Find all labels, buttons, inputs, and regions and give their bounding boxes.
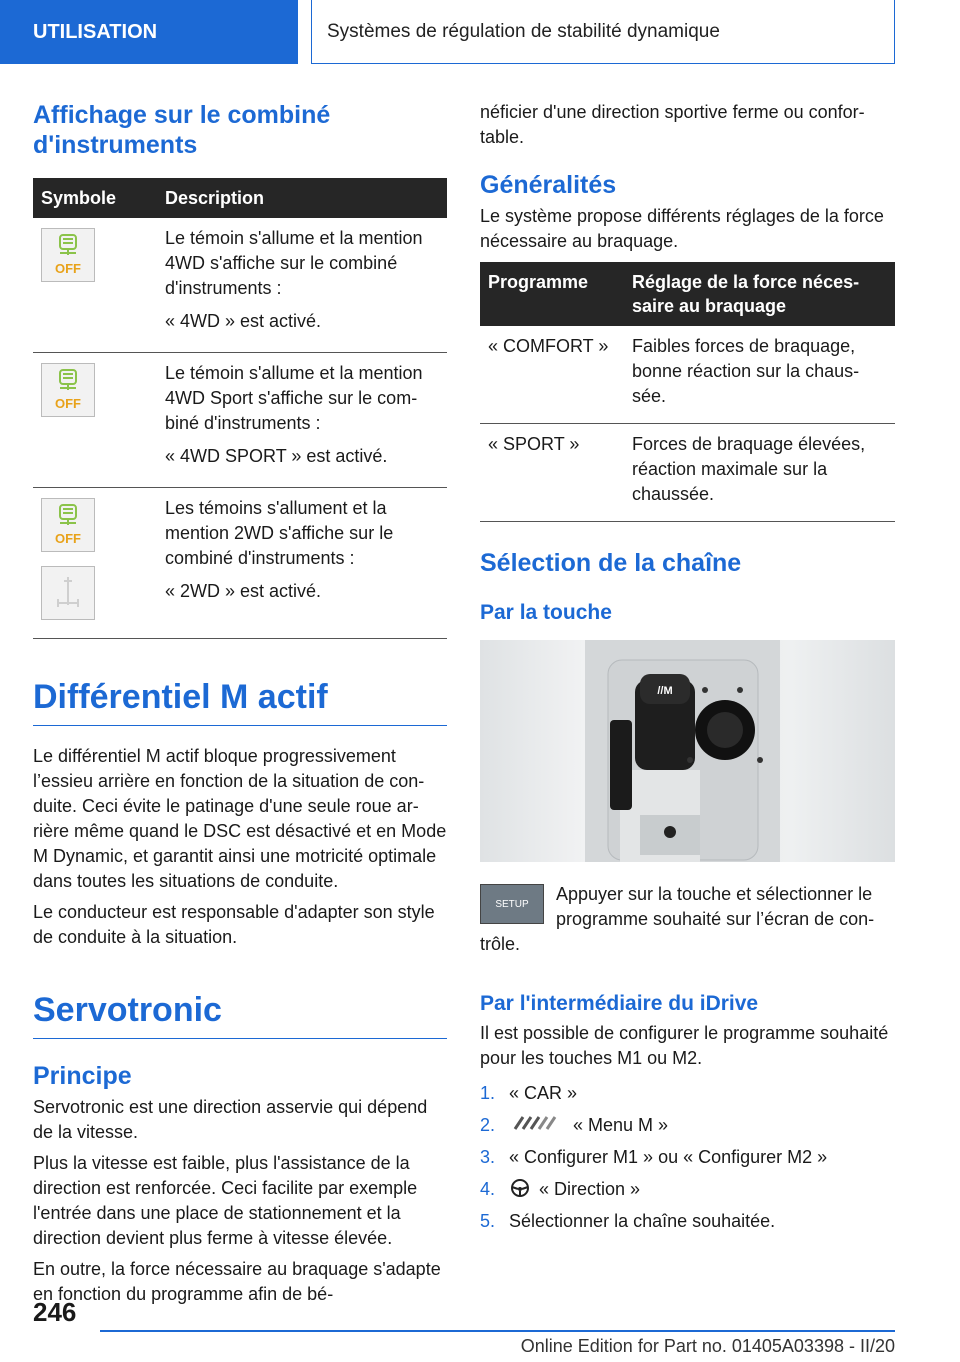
list-item (480, 1081, 895, 1106)
step-text: Sélectionner la chaîne souhaitée. (509, 1211, 776, 1231)
step-text: « Direction » (539, 1179, 641, 1199)
step-number: 3. (480, 1147, 496, 1167)
selection-heading: Sélection de la chaîne (480, 549, 742, 577)
principe-paragraph-3: En outre, la force nécessaire au braquage s'adapte en fonction du programme afin de bé- (33, 1259, 441, 1304)
col-symbol: Symbole (33, 178, 157, 218)
idrive-paragraph: Il est possible de configurer le programme souhaité pour les touches M1 ou M2. (480, 1023, 889, 1068)
step-number: 4. (480, 1179, 496, 1199)
svg-text:OFF: OFF (55, 396, 81, 411)
step-text: « Configurer M1 » ou « Configurer M2 » (509, 1147, 828, 1167)
page-number: 246 (33, 1297, 77, 1327)
steering-wheel-icon (509, 1177, 531, 1199)
affichage-heading: Affichage sur le combiné d'instruments (33, 101, 331, 159)
2wd-warning-icon (41, 498, 95, 552)
row3-status: « 2WD » est activé. (165, 581, 322, 601)
svg-text://M: //M (657, 685, 673, 697)
steps-list (480, 1081, 895, 1234)
list-item (480, 1209, 895, 1234)
step-text: « Menu M » (573, 1115, 669, 1135)
left-column (33, 100, 447, 1313)
diff-heading: Différentiel M actif (33, 677, 447, 726)
4wd-off-warning-icon (41, 228, 95, 282)
idrive-heading: Par l'intermédiaire du iDrive (480, 992, 759, 1015)
table-row (480, 424, 895, 522)
row1-text: Le témoin s'allume et la mention 4WD s'affiche sur le combiné d'instruments : (165, 228, 423, 298)
row2-status: « 4WD SPORT » est activé. (165, 446, 388, 466)
table-row (480, 326, 895, 424)
step-number: 5. (480, 1211, 496, 1231)
4wd-sport-warning-icon (41, 363, 95, 417)
principe-paragraph-2: Plus la vitesse est faible, plus l'assistance de la direction est renforcée. Ceci facilite par exemple l'entrée dans une place de stationnement et la direction devient plus ferme à vitesse élevée. (33, 1153, 418, 1248)
right-column (480, 100, 895, 1241)
col-reglage: Réglage de la force nécessaire au braquage (624, 262, 895, 326)
generalites-paragraph: Le système propose différents réglages de la force nécessaire au braquage. (480, 206, 884, 251)
continued-paragraph: néficier d'une direction sportive ferme ou confortable. (480, 102, 865, 147)
table-row (33, 353, 447, 488)
header-section: UTILISATION (0, 0, 298, 64)
principe-paragraph-1: Servotronic est une direction asservie qui dépend de la vitesse. (33, 1097, 428, 1142)
symbol-table (33, 178, 447, 639)
list-item (480, 1177, 895, 1202)
row3-text: Les témoins s'allument et la mention 2WD s'affiche sur le combiné d'instruments : (165, 498, 394, 568)
prog-comfort: « COMFORT » (480, 326, 624, 424)
step-text: « CAR » (509, 1083, 578, 1103)
svg-text:OFF: OFF (55, 261, 81, 276)
prog-comfort-desc: Faibles forces de braquage, bonne réaction sur la chaussée. (624, 326, 895, 424)
col-description: Description (157, 178, 447, 218)
footer-divider (100, 1330, 895, 1332)
step-number: 2. (480, 1115, 496, 1135)
step-number: 1. (480, 1083, 496, 1103)
col-programme: Programme (480, 262, 624, 326)
list-item (480, 1113, 895, 1138)
prog-sport-desc: Forces de braquage élevées, réaction maximale sur la chaussée. (624, 424, 895, 522)
m-menu-icon (509, 1113, 565, 1133)
svg-text:OFF: OFF (55, 531, 81, 546)
row1-status: « 4WD » est activé. (165, 311, 322, 331)
prog-sport: « SPORT » (480, 424, 624, 522)
generalites-heading: Généralités (480, 171, 617, 199)
console-photo (480, 640, 895, 862)
touche-paragraph: Appuyer sur la touche et sélectionner le programme souhaité sur l’écran de contrôle. (480, 884, 875, 954)
header-title: Systèmes de régulation de stabilité dynamique (311, 0, 895, 64)
table-row (33, 488, 447, 639)
table-row (33, 218, 447, 353)
setup-button-icon: SETUP (480, 884, 544, 924)
touche-heading: Par la touche (480, 601, 612, 624)
list-item (480, 1145, 895, 1170)
servotronic-heading: Servotronic (33, 990, 447, 1039)
program-table (480, 262, 895, 522)
footer-edition: Online Edition for Part no. 01405A03398 - II/20 (520, 1336, 895, 1356)
principe-heading: Principe (33, 1062, 132, 1090)
diff-paragraph-1: Le différentiel M actif bloque progressivement l’essieu arrière en fonction de la situation de conduite. Ceci évite le patinage d'une seule roue arrière même quand le DSC est désactivé et en Mode M Dynamic, et garantit ainsi une motricité optimale dans toutes les situations de conduite. (33, 746, 447, 891)
2wd-drivetrain-icon (41, 566, 95, 620)
row2-text: Le témoin s'allume et la mention 4WD Sport s'affiche sur le combiné d'instruments : (165, 363, 423, 433)
diff-paragraph-2: Le conducteur est responsable d'adapter son style de conduite à la situation. (33, 902, 435, 947)
